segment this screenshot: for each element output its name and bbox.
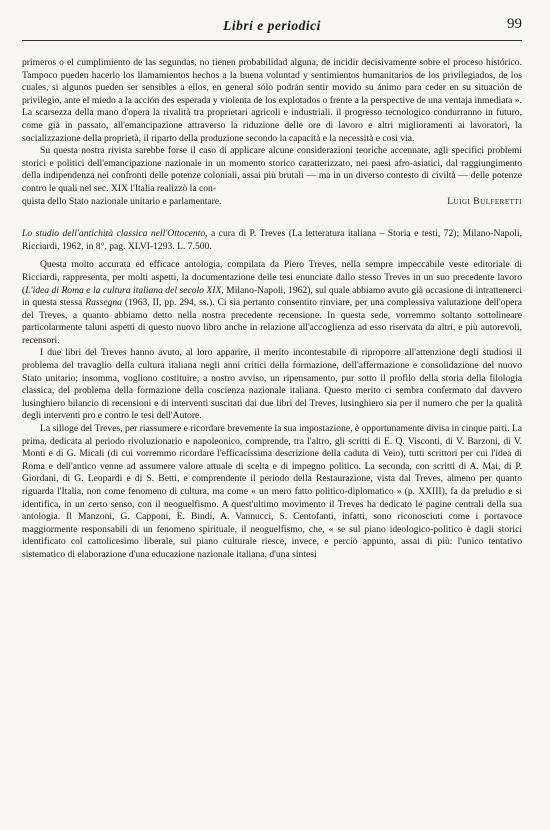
review-treves-heading [22, 228, 522, 253]
review-paragraph-1-text-a: Questa molto accurata ed efficace antologia, compilata da Piero Treves, nella sempre impeccabile veste editoriale di Ricciardi, rappresenta, per molti aspetti, la documentazione delle tesi enunciate dallo stesso Treves in un suo precedente lavoro ( [22, 259, 522, 296]
journal-name: Rassegna [85, 297, 122, 309]
review-paragraph-1 [22, 259, 522, 347]
paragraph-last-line [22, 196, 522, 209]
page-number: 99 [507, 16, 522, 32]
paragraph-continued: primeros o el cumplimiento de las segundas, no tienen probabilidad alguna, de incidir decisivamente sobre el proceso histórico. Tampoco pueden hacerlo los llamamientos hechos a la buena voluntad y sentimientos humanitarios de los privilegiados, de los cuales, si algunos pueden ser sensibles a ellos, en general sólo podrán sentir movido su ánimo para ceder en su situación de privilegio, ante el miedo a la acción des esperada y violenta de los explotados o frente a la perspective de una ventaja inmediata ». La scarsezza della mano d'opera la rivalità tra proprietari agricoli e industriali. il progresso tecnologico condurranno in futuro, come già in passato, all'emancipazione attraverso la riduzione delle ore di lavoro e altri miglioramenti ai lavoratori, la socializzazione della proprietà, il riparto della produzione secondo la capacità e la necessità e così via. [22, 57, 522, 144]
review-bulferetti [22, 57, 522, 208]
book-title: Lo studio dell'antichità classica nell'Ottocento [22, 228, 206, 240]
bibliographic-entry [22, 228, 522, 253]
paragraph-considerations-text: Su questa nostra rivista sarebbe forse il caso di applicare alcune considerazioni teoriche accennate, agli specifici problemi storici e politici dell'emancipazione nazionale in un momento storico caratterizzato, nei paesi afro-asiatici, dal raggiungimento della indipendenza nei confronti delle potenze coloniali, assai più brutali — ma in un diverso contesto di civiltà — delle potenze contro le quali nel sec. XIX l'Italia realizzò la con- [22, 145, 522, 194]
reviewer-signature: Luigi Bulferetti [447, 195, 522, 207]
review-paragraph-1-text-b: , Milano-Napoli, 1962), sul quale abbiamo avuto già occasione di intrattenerci in questa stessa [22, 284, 523, 309]
book-page [22, 14, 522, 562]
paragraph-considerations [22, 145, 522, 195]
review-paragraph-3: La silloge del Treves, per riassumere e ricordare brevemente la sua impostazione, è opportunamente divisa in cinque parti. La prima, dedicata al periodo rivoluzionario e napoleonico, comprende, tra l'altro, gli scritti di E. Q. Visconti, di V. Barzoni, di V. Monti e di G. Micali (di cui vorremmo ricordare l'efficacissima descrizione della caduta di Veio), tutti scrittori per cui l'idea di Roma e dell'antico venne ad assumere valore attuale di scelta e di impegno politico. La seconda, con scritti di A. Mai, di P. Giordani, di G. Leopardi e di S. Betti, e comprendente il periodo della Restaurazione, vista dal Treves, almeno per quanto riguarda l'Italia, non come fenomeno di cultura, ma come « un mero fatto politico-diplomatico » (p. XXIII), fa da preludio e si identifica, in un certo senso, con il neoguelfismo. A quest'ultimo movimento il Treves ha dedicato le pagine centrali della sua antologia. Il Manzoni, G. Capponi, E. Bindi, A. Vannucci, S. Centofanti, infatti, sono riconosciuti come i portavoce maggiormente responsabili di un fenomeno spirituale, il neoguelfismo, che, « se sul piano ideologico-politico è dagli storici identificato col cattolicesimo liberale, sul piano culturale riesce, invece, e perciò appunto, assai di più: l'unico tentativo sistematico di elaborazione d'una educazione nazionale italiana, d'una sintesi [22, 423, 522, 560]
cited-work-title: L'idea di Roma e la cultura italiana del secolo XIX [25, 284, 222, 296]
review-paragraph-2: I due libri del Treves hanno avuto, al loro apparire, il merito incontestabile di riproporre all'attenzione degli studiosi il problema del travaglio della cultura italiana negli anni critici della formazione, dell'affermazione e consolidazione del nuovo Stato unitario; insomma, vogliono costituire, a nostro avviso, un ripensamento, pur sotto il profilo della storia della filologia classica, del problema della formazione della coscienza nazionale italiana. Questo merito ci sembra confermato dal davvero lusinghiero bilancio di recensioni e di interventi suscitati dai due libri del Treves, lusinghiero sia per il numero che per la qualità degli interventi pro e contro le tesi dell'Autore. [22, 347, 522, 422]
review-paragraph-1-text-c: (1963, II, pp. 294, ss.). Ci sia pertanto consentito rinviare, per una complessiva valutazione dell'opera del Treves, a quanto abbiamo detto nella nostra precedente recensione. In questa sede, vorremmo soltanto sottolineare particolarmente taluni aspetti di questo nuovo libro anche in relazione all'accoglienza ad esso riservata da altri, e più autorevoli, recensori. [22, 297, 522, 346]
running-header [22, 14, 522, 41]
running-title: Libri e periodici [223, 18, 321, 33]
review-treves-body [22, 259, 522, 561]
paragraph-last-line-text: quista dello Stato nazionale unitario e parlamentare. [22, 195, 222, 207]
bibliographic-details: , a cura di P. Treves (La letteratura italiana – Storia e testi, 72); Milano-Napoli, Ricciardi, 1962, in 8°, pag. XLVI-1293. L. 7.500. [22, 228, 523, 252]
